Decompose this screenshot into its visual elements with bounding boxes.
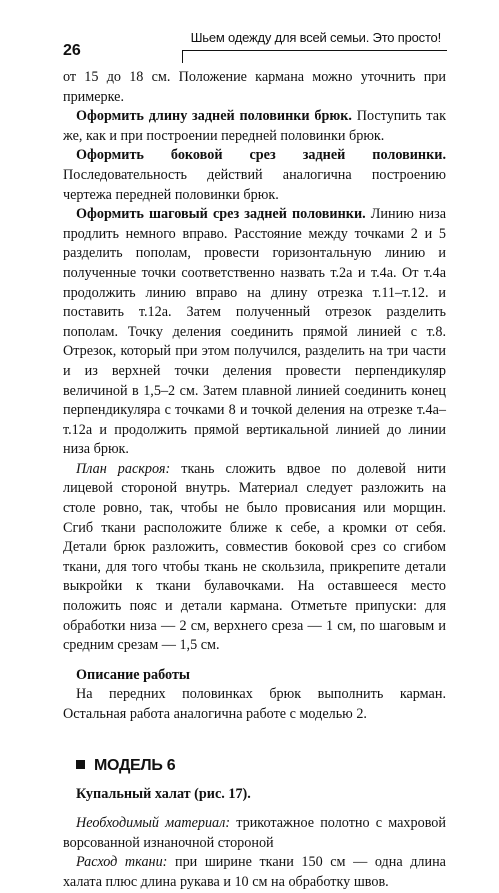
fabric-consumption-label: Расход ткани: [76, 854, 168, 871]
paragraph-pocket-position: от 15 до 18 см. Положение кармана можно уточнить при примерке. [63, 69, 446, 105]
model-heading-text: МОДЕЛЬ 6 [94, 756, 176, 774]
work-description-heading: Описание работы [76, 666, 190, 683]
materials-text: трикотажное полотно с махровой ворсованной изнаночной стороной [63, 815, 446, 851]
running-header-title: Шьем одежду для всей семьи. Это просто! [190, 30, 441, 45]
materials-label: Необходимый материал: [76, 815, 231, 832]
page-body [63, 68, 446, 893]
header-rule [182, 50, 447, 51]
item-title: Купальный халат (рис. 17). [76, 785, 251, 802]
cutting-plan-label: План раскроя: [76, 460, 171, 477]
instruction-heading: Оформить шаговый срез задней половинки. [76, 206, 366, 223]
instruction-text: Последовательность действий аналогична построению чертежа передней половинки брюк. [63, 166, 446, 203]
instruction-text: Линию низа продлить немного вправо. Расстояние между точками 2 и 5 разделить пополам, провести горизонтальную линию и полученные точки соответственно назвать т.2а и т.4а. От т.4а продолжить линию вправо на длину отрезка т.11–т.12. и поставить т.12а. Затем полученный отрезок разделить пополам. Точку деления соединить прямой линией с т.8. Отрезок, который при этом получился, разделить на три части и из верхней точки деления провести перпендикуляр величиной в 1,5–2 см. Затем плавной линией соединить конец перпендикуляра с точками 8 и точкой деления на отрезке т.4а–т.12а и продолжить прямой вертикальной линией до линии низа брюк. [63, 206, 446, 458]
paragraph-work-description: На передних половинках брюк выполнить карман. Остальная работа аналогична работе с моделью 2. [63, 686, 446, 722]
cutting-plan-text: ткань сложить вдвое по долевой нити лицевой стороной внутрь. Материал следует разложить на столе ровно, так, чтобы не было провисания или морщин. Сгиб ткани расположите ближе к себе, а кромки от себя. Детали брюк разложить, совместив боковой срез со сгибом ткани, для того чтобы ткань не скользила, прикрепите детали выкройки к ткани булавочками. На оставшееся место положить пояс и детали кармана. Отметьте припуски: для обработки низа — 2 см, верхнего среза — 1 см, по шаговым и средним срезам — 1,5 см. [63, 460, 446, 654]
spacer [63, 804, 446, 814]
paragraph-back-length [63, 107, 446, 146]
instruction-heading: Оформить боковой срез задней половинки. [76, 147, 446, 164]
paragraph-side-seam [63, 146, 446, 205]
instruction-text: Поступить так же, как и при построении передней половинки брюк. [63, 108, 446, 144]
paragraph-materials [63, 814, 446, 853]
square-bullet-icon [76, 760, 85, 769]
instruction-heading: Оформить длину задней половинки брюк. [76, 108, 352, 125]
paragraph-fabric-consumption [63, 853, 446, 892]
paragraph-cutting-plan [63, 460, 446, 656]
header-rule-tick [182, 50, 183, 63]
page-number: 26 [63, 42, 81, 59]
model-heading [76, 755, 446, 777]
paragraph-inseam [63, 205, 446, 460]
fabric-consumption-text: при ширине ткани 150 см — одна длина халата плюс длина рукава и 10 см на обработку швов. [63, 854, 446, 890]
